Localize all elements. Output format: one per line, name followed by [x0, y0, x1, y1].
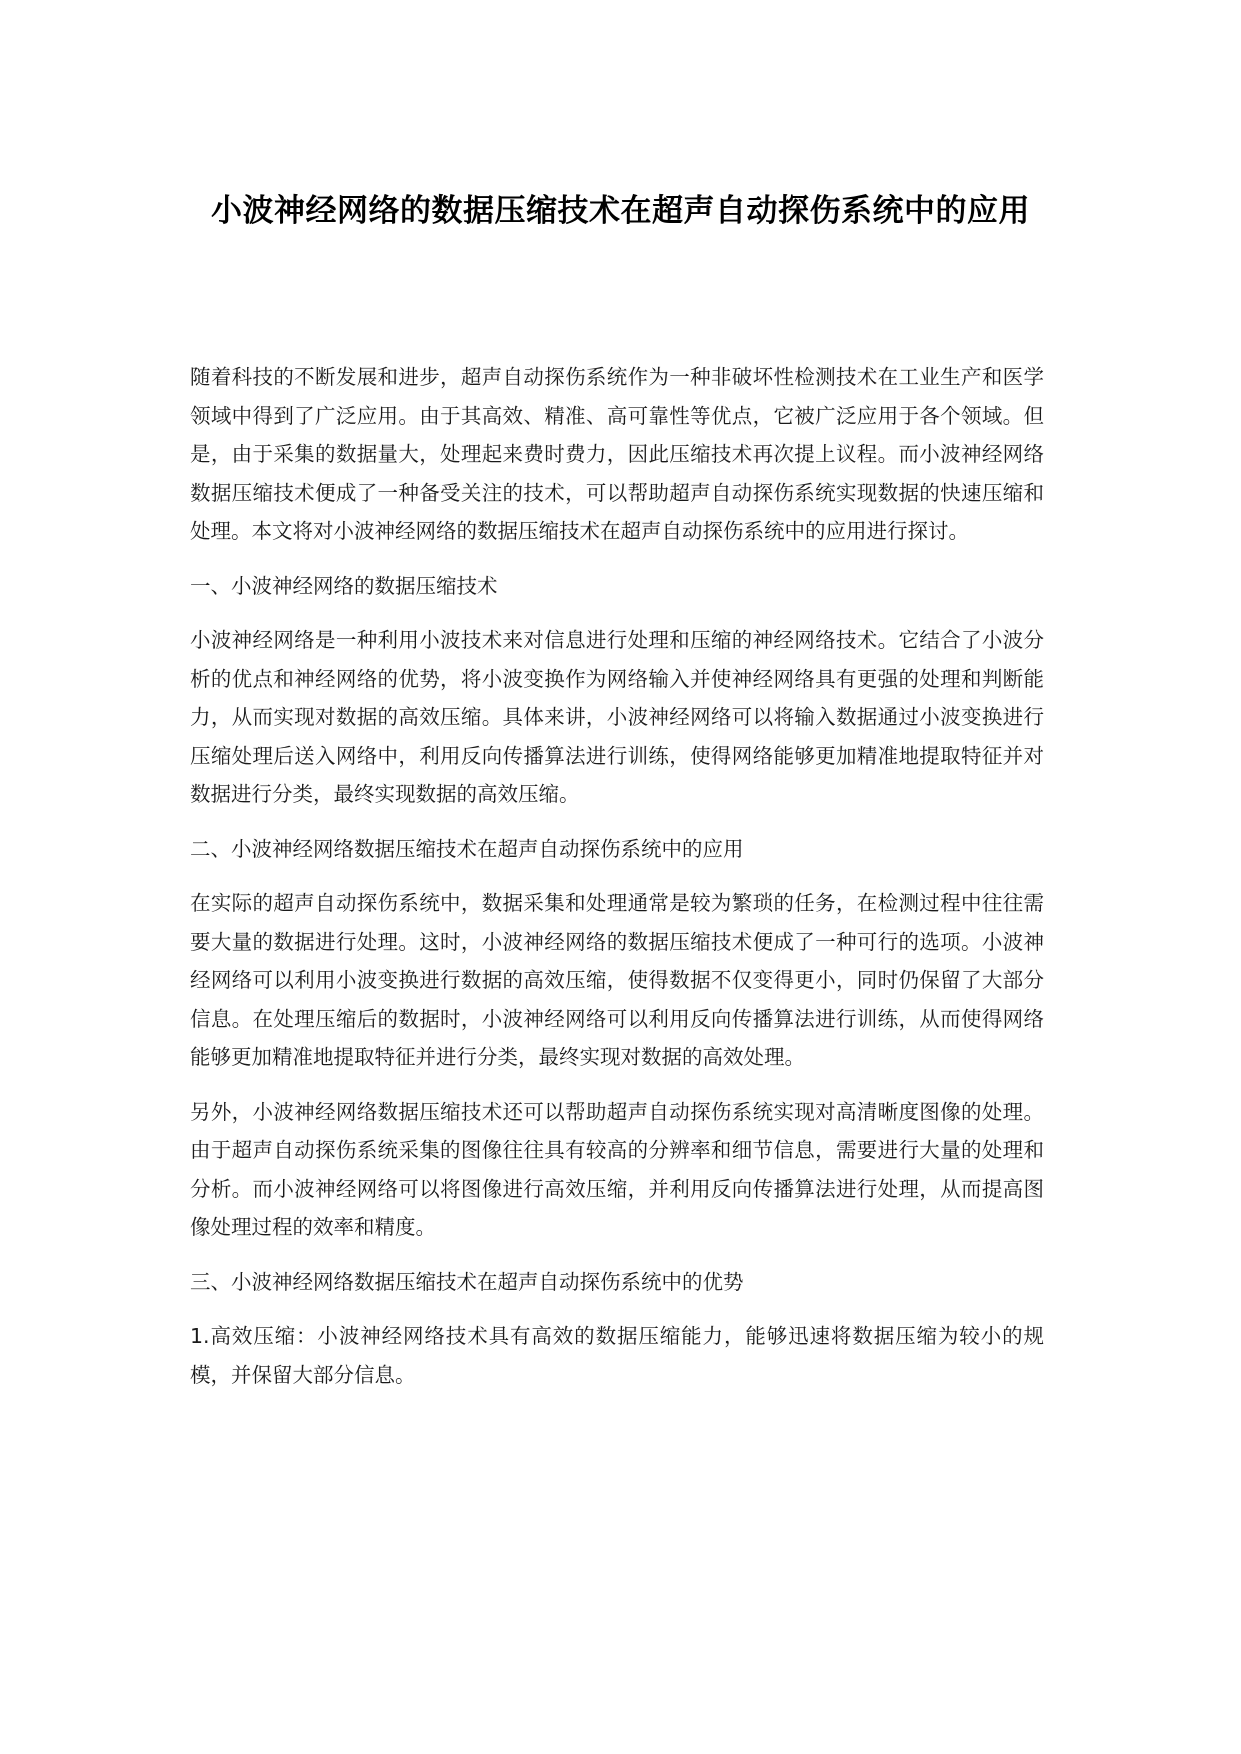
- section-heading-2: 二、小波神经网络数据压缩技术在超声自动探伤系统中的应用: [190, 836, 744, 861]
- intro-paragraph: 随着科技的不断发展和进步，超声自动探伤系统作为一种非破坏性检测技术在工业生产和医学领域中得到了广泛应用。由于其高效、精准、高可靠性等优点，它被广泛应用于各个领域。但是，由于采集的数据量大，处理起来费时费力，因此压缩技术再次提上议程。而小波神经网络数据压缩技术便成了一种备受关注的技术，可以帮助超声自动探伤系统实现数据的快速压缩和处理。本文将对小波神经网络的数据压缩技术在超声自动探伤系统中的应用进行探讨。: [190, 365, 1044, 543]
- document-body: [190, 358, 1044, 1410]
- document-title: 小波神经网络的数据压缩技术在超声自动探伤系统中的应用: [211, 193, 1030, 229]
- section-2-paragraph-1: 在实际的超声自动探伤系统中，数据采集和处理通常是较为繁琐的任务，在检测过程中往往需要大量的数据进行处理。这时，小波神经网络的数据压缩技术便成了一种可行的选项。小波神经网络可以利用小波变换进行数据的高效压缩，使得数据不仅变得更小，同时仍保留了大部分信息。在处理压缩后的数据时，小波神经网络可以利用反向传播算法进行训练，从而使得网络能够更加精准地提取特征并进行分类，最终实现对数据的高效处理。: [190, 891, 1044, 1069]
- section-heading-1: 一、小波神经网络的数据压缩技术: [190, 573, 498, 598]
- section-heading-3: 三、小波神经网络数据压缩技术在超声自动探伤系统中的优势: [190, 1269, 744, 1294]
- section-2-paragraph-2: 另外，小波神经网络数据压缩技术还可以帮助超声自动探伤系统实现对高清晰度图像的处理。由于超声自动探伤系统采集的图像往往具有较高的分辨率和细节信息，需要进行大量的处理和分析。而小波神经网络可以将图像进行高效压缩，并利用反向传播算法进行处理，从而提高图像处理过程的效率和精度。: [190, 1099, 1044, 1239]
- list-item-1: 1.高效压缩：小波神经网络技术具有高效的数据压缩能力，能够迅速将数据压缩为较小的规模，并保留大部分信息。: [190, 1324, 1044, 1387]
- section-1-paragraph: 小波神经网络是一种利用小波技术来对信息进行处理和压缩的神经网络技术。它结合了小波分析的优点和神经网络的优势，将小波变换作为网络输入并使神经网络具有更强的处理和判断能力，从而实现对数据的高效压缩。具体来讲，小波神经网络可以将输入数据通过小波变换进行压缩处理后送入网络中，利用反向传播算法进行训练，使得网络能够更加精准地提取特征并对数据进行分类，最终实现数据的高效压缩。: [190, 628, 1044, 806]
